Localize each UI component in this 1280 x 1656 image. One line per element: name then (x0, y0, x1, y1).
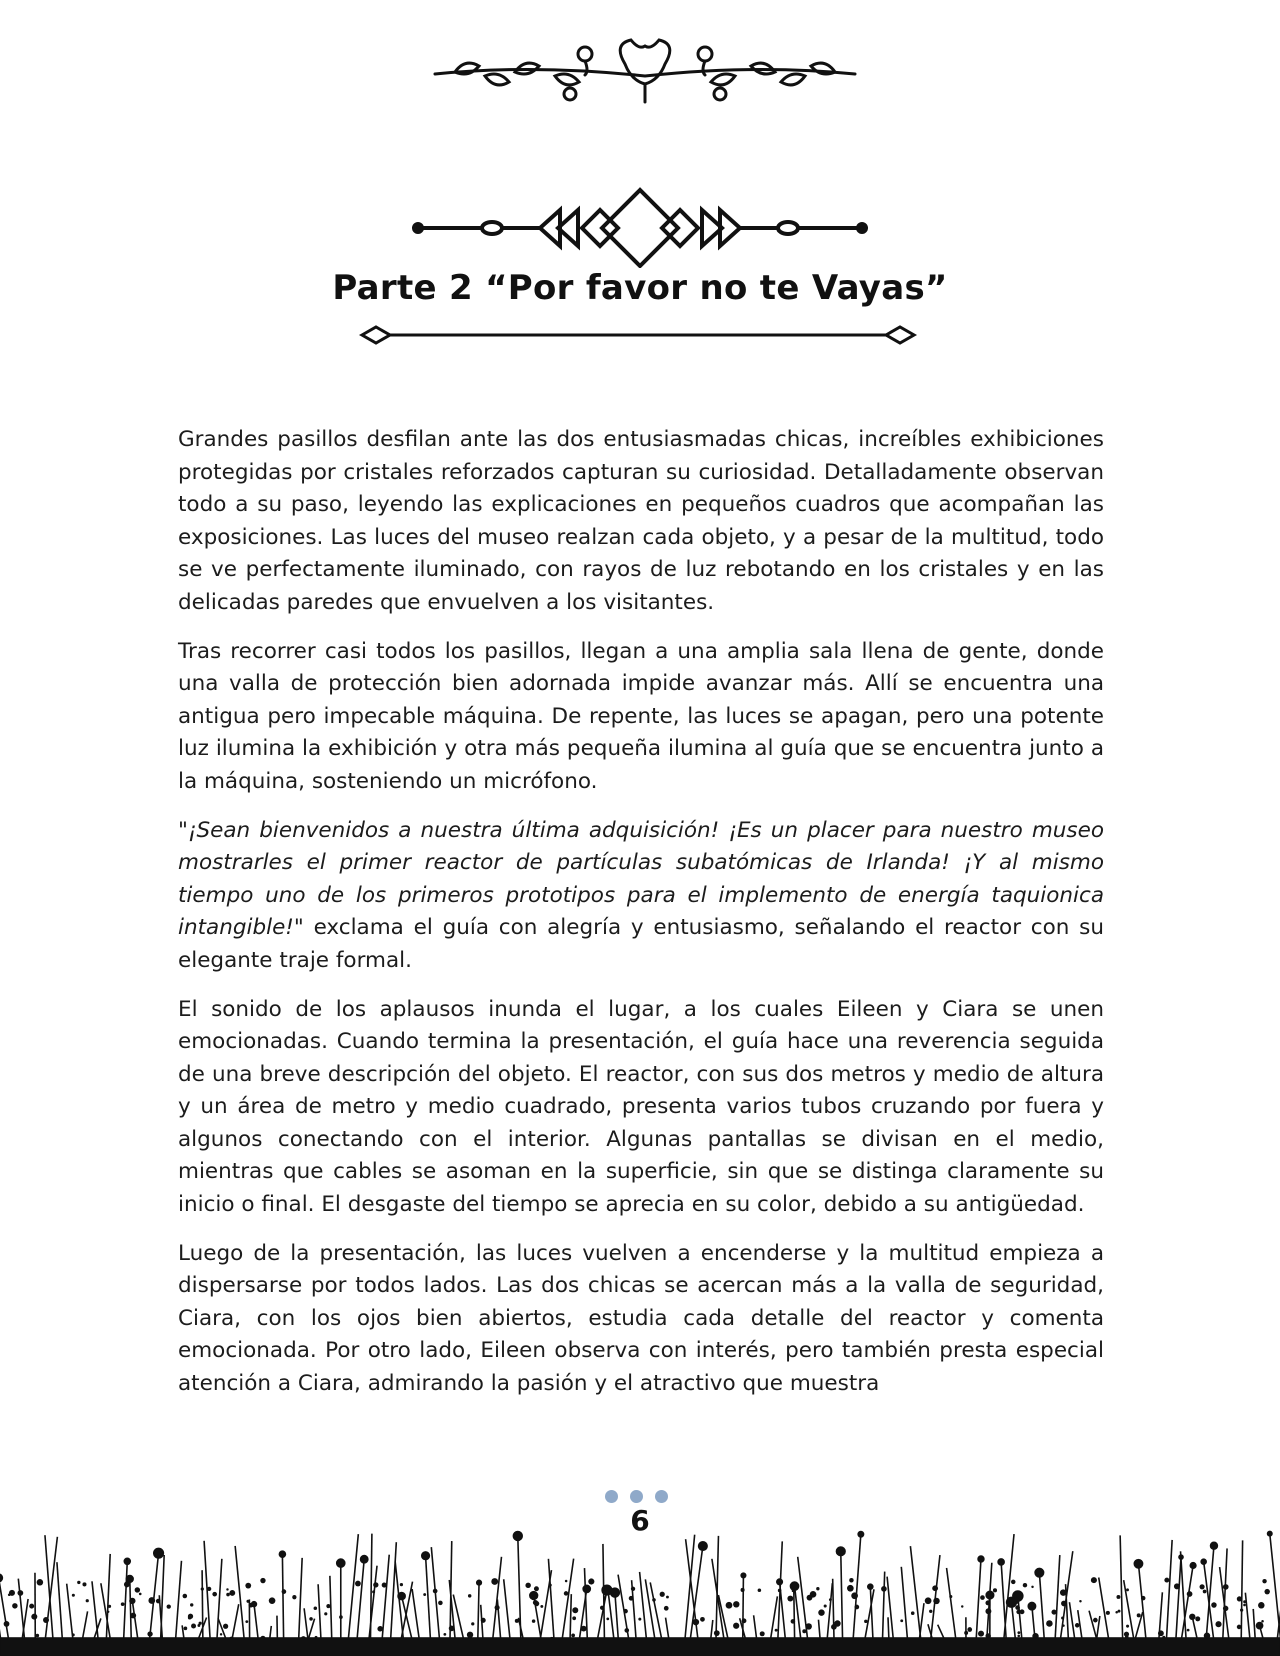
floral-vine-icon (425, 34, 865, 114)
paragraph: Tras recorrer casi todos los pasillos, llegan a una amplia sala llena de gente, donde una valla de protección bien adornada impide avanzar más. Allí se encuentra una antigua pero impecable máquina. De repente, las luces se apagan, pero una potente luz ilumina la exhibición y otra más pequeña ilumina al guía que se encuentra junto a la máquina, sosteniendo un micrófono. (178, 638, 1104, 794)
page-dots (605, 1490, 668, 1503)
story-body (178, 424, 1104, 1417)
guide-quote: "¡Sean bienvenidos a nuestra última adquisición! ¡Es un placer para nuestro museo mostrarles el primer reactor de partículas subatómicas de Irlanda! ¡Y al mismo tiempo uno de los primeros prototipos para el implemento de energía taquionica intangible!" (178, 817, 1104, 941)
dot (605, 1490, 618, 1503)
wildflower-meadow-icon (0, 1520, 1280, 1656)
paragraph: Grandes pasillos desfilan ante las dos entusiasmadas chicas, increíbles exhibiciones protegidas por cristales reforzados capturan su curiosidad. Detalladamente observan todo a su paso, leyendo las explicaciones en pequeños cuadros que acompañan las exposiciones. Las luces del museo realzan cada objeto, y a pesar de la multitud, todo se ve perfectamente iluminado, con rayos de luz rebotando en los cristales y en las delicadas paredes que envuelven a los visitantes. (178, 427, 1104, 615)
diamond-rule-icon (358, 322, 918, 348)
quote-narration: exclama el guía con alegría y entusiasmo, señalando el reactor con su elegante traje formal. (178, 915, 1104, 973)
page-number: 6 (630, 1504, 650, 1537)
dot (630, 1490, 643, 1503)
chapter-title: Parte 2 “Por favor no te Vayas” (332, 268, 948, 308)
paragraph: El sonido de los aplausos inunda el lugar, a los cuales Eileen y Ciara se unen emocionadas. Cuando termina la presentación, el guía hace una reverencia seguida de una breve descripción del objeto. El reactor, con sus dos metros y medio de altura y un área de metro y medio cuadrado, presenta varios tubos cruzando por fuera y algunos conectando con el interior. Algunas pantallas se divisan en el medio, mientras que cables se asoman en la superficie, sin que se distinga claramente su inicio o final. El desgaste del tiempo se aprecia en su color, debido a su antigüedad. (178, 996, 1104, 1218)
quote-paragraph (178, 815, 1104, 978)
dot (655, 1490, 668, 1503)
diamond-chain-icon (410, 186, 870, 268)
paragraph: Luego de la presentación, las luces vuelven a encenderse y la multitud empieza a dispersarse por todos lados. Las dos chicas se acercan más a la valla de seguridad, Ciara, con los ojos bien abiertos, estudia cada detalle del reactor y comenta emocionada. Por otro lado, Eileen observa con interés, pero también presta especial atención a Ciara, admirando la pasión y el atractivo que muestra (178, 1240, 1104, 1397)
